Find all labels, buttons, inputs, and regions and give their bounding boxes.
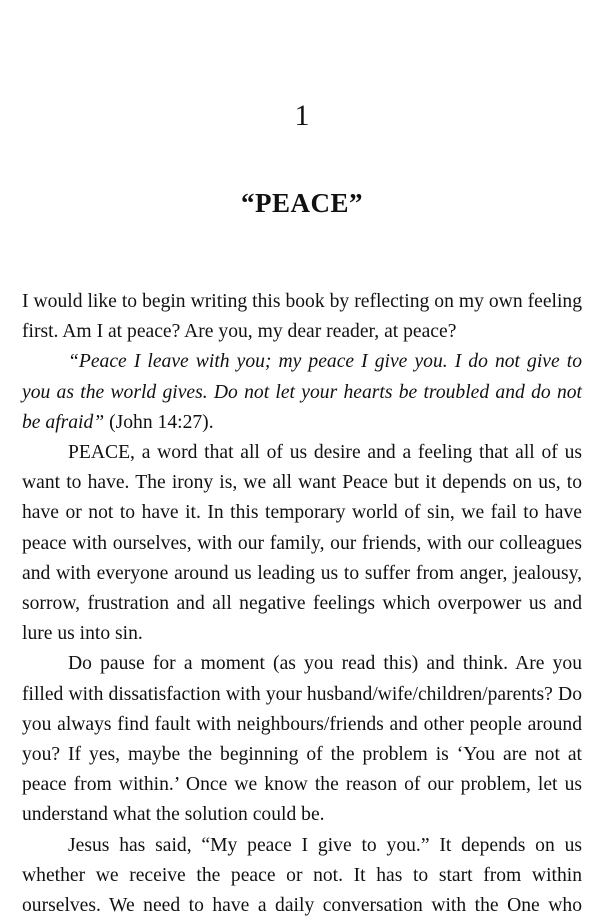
paragraph-4: Do pause for a moment (as you read this) and think. Are you filled with dissatisfaction with your husband/wife/children/parents? Do you always find fault with neighbours/friends and other people around you? If yes, maybe the beginning of the problem is ‘You are not at peace from within.’ Once we know the reason of our problem, let us understand what the solution could be. bbox=[22, 653, 582, 826]
chapter-title: “PEACE” bbox=[240, 188, 363, 218]
paragraph-3: PEACE, a word that all of us desire and a feeling that all of us want to have. The irony is, we all want Peace but it depends on us, to have or not to have it. In this temporary world of sin, we fail to have peace with ourselves, with our family, our friends, with our colleagues and with everyone around us leading us to suffer from anger, jealousy, sorrow, frustration and all negative feelings which overpower us and lure us into sin. bbox=[22, 442, 582, 645]
chapter-body bbox=[22, 287, 582, 921]
book-page bbox=[22, 0, 582, 917]
bible-reference: (John 14:27). bbox=[104, 411, 214, 433]
bible-quote: “Peace I leave with you; my peace I give you. I do not give to you as the world gives. Do not let your hearts be troubled and do not be afraid” bbox=[22, 351, 582, 433]
paragraph-2-quote bbox=[22, 347, 582, 438]
paragraph-1: I would like to begin writing this book by reflecting on my own feeling first. Am I at peace? Are you, my dear reader, at peace? bbox=[22, 291, 582, 343]
chapter-number: 1 bbox=[294, 99, 310, 132]
paragraph-5: Jesus has said, “My peace I give to you.” It depends on us whether we receive the peace or not. It has to start from within ourselves. We need to have a daily conversation with the One who bbox=[22, 834, 582, 917]
